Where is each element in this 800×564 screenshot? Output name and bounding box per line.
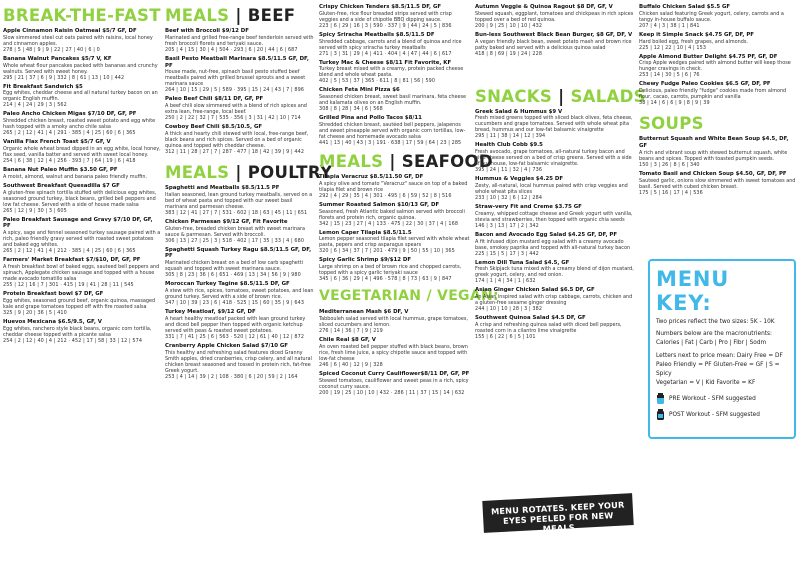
menu-item [165, 56, 315, 94]
menu-item-name: Bun-less Southwest Black Bean Burger, $8 GF, DF, V [475, 31, 633, 38]
menu-item-description: Fresh Skipjack tuna mixed with a creamy blend of dijon mustard, greek yogurt, celery, and red onion. [475, 266, 634, 279]
menu-item [3, 56, 161, 81]
menu-item-description: Zesty, all-natural, local hummus paired with crisp veggies and whole wheat pita slices [475, 182, 628, 195]
menu-item-macros: 395 | 24 | 11 | 32 | 4 | 736 [475, 167, 543, 174]
menu-item-description: An oven roasted bell pepper stuffed with black beans, brown rice, fresh lime juice, a spicy chipotle sauce and topped with low-fat cheese [319, 343, 468, 362]
menu-item [165, 28, 315, 53]
poultry-list [165, 185, 315, 380]
menu-item [3, 28, 161, 53]
menu-item [319, 230, 471, 255]
menu-item-description: A fresh breakfast bowl of baked eggs, sauteed bell peppers and spinach, Applegate chicken sausage and topped with a house made avocado tomatillo salsa [3, 263, 160, 282]
menu-item-macros: 225 | 15 | 5 | 17 | 3 | 442 [475, 250, 539, 257]
menu-item-macros: 250 | 2 | 22 | 32 | 7 | 535 · 356 | 3 | 31 | 42 | 10 | 714 [165, 115, 301, 122]
menu-item-description: Seasoned, fresh Atlantic baked salmon served with broccoli florets and protein rich, organic quinoa. [319, 208, 465, 221]
menu-item [3, 183, 161, 214]
menu-item-name: Asian Ginger Chicken Salad $6.5 DF, GF [475, 287, 595, 294]
menu-item-description: A rich and vibrant soup with stewed butternut squash, white beans and spices. Topped with toasted pumpkin seeds. [639, 149, 788, 162]
menu-item [3, 84, 161, 109]
menu-item-name: Health Club Cobb $9.5 [475, 142, 543, 149]
menu-item [639, 136, 797, 168]
menu-item-name: Apple Almond Butter Delight $4.75 PF, GF, DF [639, 53, 778, 60]
menu-item-description: Fresh avocado, grape tomatoes, all-natural turkey bacon and blue cheese served on a bed of crisp greens. Served with a side of our house, low-fat balsamic vinaigrette. [475, 149, 632, 168]
menu-item [319, 337, 471, 368]
menu-item-macros: 175 | 5 | 16 | 17 | 4 | 536 [639, 189, 703, 196]
menu-item-name: Banana Walnut Pancakes $5/7 V, KF [3, 55, 112, 62]
menu-item-macros: 146 | 3 | 13 | 17 | 2 | 342 [475, 222, 539, 229]
menu-item-name: Southwest Quinoa Salad $4.5 DF, GF [475, 315, 586, 322]
menu-item-description: Shredded chicken breast, roasted sweet potato and egg white hash topped with a smoky ancho chile salsa [3, 118, 156, 131]
menu-item-description: A moist, almond, walnut and banana paleo friendly muffin. [3, 173, 148, 180]
menu-item-name: Fit Breakfast Sandwich $5 [3, 83, 83, 90]
menu-item-macros: 200 | 9 | 25 | 10 | 10 | 432 [475, 22, 543, 29]
menu-item-macros: 255 | 12 | 16 | 7 | 301 · 415 | 19 | 41 | 28 | 11 | 545 [3, 281, 134, 288]
menu-item-description: A thick and hearty chili stewed with local, free-range beef, black beans and rich spices. Served on a bed of organic quinoa and topped with cheddar cheese. [165, 130, 309, 149]
menu-item [319, 115, 471, 146]
snacks-list [475, 109, 635, 340]
section-title-poultry: MEALS | POULTRY [165, 162, 333, 182]
menu-item-macros: 295 | 21 | 37 | 6 | 9 | 332 | 8 | 61 | 13 | 10 | 442 [3, 74, 125, 81]
menu-item-macros: 150 | 3 | 26 | 8 | 6 | 340 [639, 161, 700, 168]
menu-item-description: A vegan friendly black bean, sweet potato mash and brown rice patty baked and served with a delicious quinoa salad [475, 38, 632, 51]
menu-item [475, 204, 635, 229]
menu-item-name: Autumn Veggie & Quinoa Ragout $8 DF, GF, V [475, 4, 613, 10]
menu-item-macros: 320 | 6 | 34 | 37 | 7 | 201 · 479 | 9 | 50 | 55 | 10 | 365 [319, 248, 455, 255]
menu-item [475, 109, 635, 140]
menu-rotates-banner: MENU ROTATES. KEEP YOUR EYES PEELED FOR NEW MEALS [482, 493, 633, 533]
menu-item [475, 260, 635, 285]
menu-item-macros: 402 | 5 | 53 | 37 | 365 · 611 | 8 | 81 | 56 | 590 [319, 78, 436, 85]
menu-item-name: Bacon and Avocado Egg Salad $4.25 GF, DF, PF [475, 231, 617, 238]
menu-item-description: This healthy and refreshing salad features diced Granny Smith apples, dried cranberries, crisp celery, and all natural chicken breast seasoned and tossed in protein rich, fat-free Greek yogurt. [165, 349, 312, 374]
menu-item-name: Basil Pesto Meatball Marinara $8.5/11.5 GF, DF, PF [165, 55, 309, 69]
menu-item-macros: 325 | 9 | 20 | 36 | 5 | 410 [3, 309, 67, 316]
post-workout-icon [656, 409, 665, 420]
menu-item-description: Shredded cabbage, carrots and a blend of quinoa and rice served with spicy sriracha turkey meatballs [319, 38, 462, 51]
menu-item-name: Cowboy Beef Chili $8.5/10.5, GF [165, 124, 263, 131]
menu-item [3, 291, 161, 316]
menu-item-description: Marinated and grilled free-range beef tenderloin served with fresh broccoli florets and teriyaki sauce. [165, 34, 314, 47]
menu-item-macros: 254 | 2 | 12 | 40 | 4 | 212 · 452 | 17 | 58 | 33 | 12 | 574 [3, 337, 143, 344]
menu-item-description: Egg whites, seasoned ground beef, organic quinoa, massaged kale and grape tomatoes topped off with fire roasted salsa [3, 297, 156, 310]
menu-item-macros: 305 | 8 | 23 | 36 | 6 | 651 · 469 | 13 | 34 | 56 | 9 | 980 [165, 272, 301, 279]
menu-item-macros: 223 | 6 | 29 | 16 | 3 | 590 · 337 | 9 | 44 | 24 | 5 | 836 [319, 22, 452, 29]
menu-item-macros: 254 | 6 | 38 | 12 | 4 | 256 · 393 | 7 | 64 | 19 | 6 | 418 [3, 157, 136, 164]
menu-item-description: A beef chili slow simmered with a blend of rich spices and extra lean, free-range, local beef. [165, 103, 307, 116]
menu-item-name: Beef with Broccoli $9/12 DF [165, 28, 249, 34]
menu-item-macros: 200 | 19 | 25 | 10 | 10 | 432 · 286 | 11 | 37 | 15 | 14 | 632 [319, 389, 465, 396]
menu-item-name: Spaghetti Squash Turkey Ragu $8.5/11.5 GF, DF, PF [165, 246, 312, 260]
menu-item [319, 371, 471, 396]
menu-item-description: Turkey breast mixed with a creamy, protein packed cheese blend and whole wheat pasta. [319, 66, 464, 79]
menu-item-name: Crispy Chicken Tenders $8.5/11.5 DF, GF [319, 4, 442, 10]
pre-workout-legend: PRE Workout - SFM suggested [656, 393, 788, 404]
menu-item-macros: 233 | 10 | 32 | 6 | 12 | 284 [475, 194, 543, 201]
menu-item-name: Paleo Ancho Chicken Migas $7/10 DF, GF, PF [3, 111, 137, 118]
menu-item [3, 111, 161, 136]
menu-item-name: Turkey Mac & Cheese $8/11 Fit Favorite, KF [319, 59, 452, 66]
menu-item-description: Slow simmered steel cut oats paired with raisins, local honey and cinnamon apples. [3, 34, 153, 47]
vegetarian-list [319, 309, 471, 395]
menu-item-description: Sauteed garlic, onions slow simmered with sweet tomatoes and basil. Served with cubed chicken breast. [639, 177, 796, 190]
column-snacks-soups [639, 4, 797, 199]
menu-item-name: Spaghetti and Meatballs $8.5/11.5 PF [165, 184, 280, 191]
menu-item-macros: 265 | 12 | 9 | 30 | 3 | 605 [3, 207, 67, 214]
menu-item-name: Tilapia Veracruz $8.5/11.50 GF, DF [319, 173, 424, 180]
menu-item-description: A fit infused dijon mustard egg salad with a creamy avocado base, smokey paprika and topped with all-natural turkey bacon [475, 238, 631, 251]
menu-item-name: Vanilla Flax French Toast $5/7 GF, V [3, 139, 111, 146]
section-title-breakfast: BREAK-THE-FAST [3, 6, 161, 25]
menu-item-name: Summer Roasted Salmon $10/13 GF, DF [319, 201, 440, 208]
menu-item-macros: 345 | 6 | 36 | 29 | 4 | 496 · 578 | 8 | 73 | 63 | 9 | 847 [319, 276, 452, 283]
menu-item-macros: 347 | 10 | 39 | 23 | 6 | 418 · 525 | 15 | 60 | 35 | 9 | 643 [165, 299, 305, 306]
menu-item-description: Stewed tomatoes, cauliflower and sweet peas in a rich, spicy coconut curry sauce. [319, 377, 469, 390]
menu-item-name: Huevos Mexicana $6.5/9.5, GF, V [3, 318, 102, 325]
menu-item [319, 32, 471, 57]
menu-item-name: Tomato Basil and Chicken Soup $4.50, GF, DF, PF [639, 170, 787, 177]
menu-item-macros: 225 | 12 | 22 | 10 | 4 | 153 [639, 44, 707, 51]
menu-item [165, 96, 315, 121]
menu-item-macros: 265 | 2 | 12 | 41 | 4 | 212 · 385 | 4 | 25 | 60 | 6 | 365 [3, 248, 136, 255]
menu-item-description: House made, nut-free, spinach basil pesto stuffed beef meatballs paired with grilled brussel sprouts and a sweet marinara sauce [165, 69, 306, 88]
menu-item-macros: 312 | 11 | 28 | 27 | 7 | 287 · 477 | 18 | 42 | 39 | 9 | 442 [165, 148, 305, 155]
menu-item [639, 81, 797, 106]
menu-item [319, 60, 471, 85]
menu-item [475, 142, 635, 173]
menu-item [3, 167, 161, 180]
menu-item-description: Seasoned chicken breast, sweet basil marinara, feta cheese and kalamata olives on an English muffin. [319, 94, 467, 107]
menu-item-name: Spiced Coconut Curry Cauliflower$8/11 DF, GF, PF [319, 370, 470, 377]
pre-workout-icon [656, 393, 665, 404]
menu-item-macros: 38 | 14 | 6 | 6 | 9 | 8 | 9 | 39 [639, 100, 710, 107]
menu-item-description: Tabbouleh salad served with local hummus, grape tomatoes, sliced cucumbers and lemon. [319, 315, 469, 328]
menu-item [639, 54, 797, 79]
menu-item [165, 124, 315, 155]
menu-item-name: Moroccan Turkey Tagine $8.5/11.5 DF, GF [165, 281, 290, 288]
menu-item [319, 257, 471, 282]
menu-item [165, 343, 315, 380]
seafood-list [319, 174, 471, 282]
menu-item-macros: 292 | 4 | 29 | 35 | 4 | 301 · 495 | 6 | 59 | 52 | 8 | 516 [319, 192, 452, 199]
menu-item [475, 176, 635, 201]
breakfast-list [3, 28, 161, 344]
menu-item-macros: 155 | 6 | 22 | 6 | 5 | 101 [475, 333, 536, 340]
menu-item-name: Greek Salad & Hummus $9 V [475, 108, 563, 115]
menu-item-name: Buffalo Chicken Salad $5.5 GF [639, 4, 731, 10]
menu-item-name: Lemon Caper Tilapia $8.5/11.5 [319, 229, 412, 236]
menu-item-name: Paleo Breakfast Sausage and Gravy $7/10 DF, GF, PF [3, 216, 153, 230]
menu-item-macros: 383 | 12 | 41 | 27 | 7 | 531 · 602 | 18 | 63 | 45 | 11 | 651 [165, 209, 308, 216]
menu-item-macros: 246 | 6 | 40 | 12 | 9 | 328 [319, 361, 383, 368]
menu-item-name: Chewy Fudge Paleo Cookies $6.5 GF, DF, PF [639, 81, 771, 88]
menu-item-description: Large shrimp on a bed of brown rice and chopped carrots, topped with a spicy garlic teriyaki sauce [319, 264, 462, 277]
menu-item-macros: 441 | 13 | 40 | 43 | 3 | 191 · 638 | 17 | 59 | 64 | 23 | 285 [319, 139, 462, 146]
menu-item-macros: 278 | 5 | 48 | 9 | 9 | 22 | 27 | 40 | 6 | 0 [3, 46, 100, 53]
menu-item-macros: 174 | 1 | 4 | 34 | 1 | 632 [475, 278, 536, 285]
menu-key-letters: Letters next to price mean: Dairy Free = DF [656, 352, 783, 359]
menu-item-name: Southwest Breakfast Quesadilla $7 GF [3, 182, 120, 189]
menu-item-description: Hard boiled egg, fresh grapes, and almonds. [639, 38, 748, 45]
menu-item [319, 174, 471, 199]
menu-item-name: Straw-very Fit and Creme $3.75 GF [475, 203, 582, 210]
menu-item [475, 287, 635, 312]
menu-item-description: Egg whites, cheddar cheese and all natural turkey bacon on an organic English muffin. [3, 90, 158, 103]
menu-item-description: Creamy, whipped cottage cheese and Greek yogurt with vanilla, stevia and strawberries, then topped with organic chia seeds [475, 210, 633, 223]
beef-list [165, 28, 315, 155]
menu-item-name: Spicy Sriracha Meatballs $8.5/11.5 DF [319, 31, 435, 38]
menu-item-name: Hummus & Veggies $4.25 DF [475, 176, 564, 183]
menu-item-name: Chile Real $8 GF, V [319, 336, 376, 343]
menu-item [475, 315, 635, 340]
menu-item-description: A heart healthy meatloaf packed with lean ground turkey and diced bell pepper then topped with organic ketchup served with peas & roasted sweet potatoes. [165, 315, 306, 334]
menu-item-description: Italian seasoned, lean ground turkey meatballs, served on a bed of wheat pasta and topped with our sweet basil marinara and parmesan cheese. [165, 191, 313, 210]
menu-item-description: A gluten-free spinach tortilla stuffed with delicious egg whites, seasoned ground turkey, black beans, grilled bell peppers and low fat cheese. Served with a side of house made salsa [3, 189, 157, 208]
menu-item-macros: 264 | 10 | 15 | 29 | 5 | 589 · 395 | 15 | 24 | 43 | 7 | 896 [165, 87, 305, 94]
section-title-soups: SOUPS [639, 114, 704, 134]
menu-item-name: Chicken Parmesan $9/12 GF, Fit Favorite [165, 218, 288, 225]
menu-item-name: Banana Nut Paleo Muffin $3.50 GF, PF [3, 166, 118, 173]
section-title-vegetarian: VEGETARIAN / VEGAN: [319, 288, 499, 305]
menu-item-macros: 207 | 4 | 3 | 38 | 1 | 841 [639, 22, 700, 29]
menu-item-macros: 214 | 4 | 24 | 29 | 3 | 562 [3, 102, 67, 109]
menu-item [639, 4, 797, 29]
menu-item-name: Butternut Squash and White Bean Soup $4.5, DF, GF [639, 136, 789, 149]
menu-item-macros: 253 | 14 | 30 | 5 | 6 | 76 [639, 72, 700, 79]
menu-item-macros: 342 | 15 | 23 | 27 | 4 | 133 · 475 | 22 | 30 | 37 | 4 | 168 [319, 220, 459, 227]
menu-item [319, 4, 471, 29]
menu-item-macros: 271 | 3 | 31 | 29 | 4 | 411 · 404 | 4 | 47 | 44 | 6 | 617 [319, 50, 452, 57]
menu-item-description: Crisp Apple wedges paired with almond butter will keep those hunger cravings in check. [639, 60, 791, 73]
menu-item [3, 257, 161, 288]
menu-key-letters-2: Paleo Friendly = PF Gluten-Free = GF | S = Spicy [656, 361, 780, 378]
menu-item [165, 219, 315, 244]
column-chicken-seafood-veg [319, 4, 499, 399]
menu-item [475, 4, 635, 29]
vegetarian-continued-list [475, 4, 635, 57]
section-title-seafood: MEALS | SEAFOOD [319, 151, 493, 171]
section-title-snacks: SNACKS | SALADS [475, 86, 646, 106]
menu-item-description: Egg whites, ranchero style black beans, organic corn tortilla, cheddar cheese topped with a picante salsa [3, 325, 152, 338]
menu-key-sizes: Two prices reflect the two sizes: 5K - 10K [656, 319, 775, 325]
menu-item-description: Organic whole wheat bread dipped in an egg white, local honey, flax seed, vanilla batter and served with sweet local honey. [3, 145, 161, 158]
menu-item-name: Chicken Feta Mini Pizza $6 [319, 87, 400, 94]
column-veg-snacks [475, 4, 646, 343]
menu-key-title: MENU KEY: [656, 267, 730, 315]
menu-item-macros: 306 | 13 | 27 | 25 | 3 | 518 · 402 | 17 | 35 | 33 | 4 | 680 [165, 237, 305, 244]
menu-item [475, 32, 635, 57]
menu-item [319, 309, 471, 334]
menu-item-name: Lemon Dill Tuna Salad $4.5, GF [475, 259, 570, 266]
menu-item-macros: 205 | 4 | 15 | 30 | 4 | 504 · 293 | 6 | 20 | 44 | 6 | 687 [165, 46, 298, 53]
menu-item-macros: 253 | 4 | 14 | 39 | 2 | 108 · 380 | 6 | 20 | 59 | 2 | 164 [165, 373, 298, 380]
column-breakfast [3, 4, 161, 347]
menu-item-macros: 308 | 8 | 28 | 34 | 6 | 568 [319, 106, 383, 113]
menu-item [639, 32, 797, 51]
menu-item-description: An Asian inspired salad with crisp cabbage, carrots, chicken and a gluten-free sesame ginger dressing [475, 294, 633, 307]
section-title-beef: MEALS | BEEF [165, 6, 296, 25]
menu-item-macros: 276 | 14 | 36 | 7 | 9 | 219 [319, 327, 383, 334]
menu-item-name: Mediterranean Mash $6 DF, V [319, 309, 409, 316]
menu-item [3, 319, 161, 344]
menu-item [165, 247, 315, 279]
menu-item-name: Grilled Pina and Pollo Tacos $8/11 [319, 115, 422, 122]
menu-item-macros: 331 | 7 | 41 | 25 | 6 | 563 · 520 | 12 | 61 | 40 | 12 | 872 [165, 333, 305, 340]
menu-item [639, 171, 797, 196]
menu-item [165, 185, 315, 216]
menu-item-description: A spicy olive and tomato "Veracruz" sauce on top of a baked tilapia filet and brown rice [319, 180, 468, 193]
menu-item-description: Delicious, paleo friendly "fudge" cookies made from almond flour, cacao, carrots, pumpkin and vanilla [639, 88, 787, 101]
menu-item-name: Farmers' Market Breakfast $7/$10, DF, GF, PF [3, 257, 141, 264]
menu-item [3, 217, 161, 255]
menu-item [165, 281, 315, 306]
menu-item-name: Keep it Simple Snack $4.75 GF, DF, PF [639, 31, 754, 38]
menu-item-description: A spicy, sage and fennel seasoned turkey sausage paired with a rich, paleo friendly gravy served with roasted sweet potatoes and baked egg whites. [3, 230, 161, 249]
menu-item-macros: 244 | 10 | 10 | 28 | 3 | 382 [475, 306, 543, 313]
menu-item-name: Cranberry Apple Chicken Salad $7/10 GF [165, 342, 288, 349]
menu-item-name: Spicy Garlic Shrimp $9/$12 DF [319, 257, 411, 264]
menu-item [319, 202, 471, 227]
menu-item-name: Apple Cinnamon Raisin Oatmeal $5/7 GF, DF [3, 28, 137, 34]
menu-item [165, 309, 315, 340]
column-beef-poultry [165, 4, 333, 383]
menu-item-description: Lemon pepper seasoned tilapia filet served with whole wheat pasta, pepers and crisp asparagus spears [319, 236, 470, 249]
menu-item-description: Fresh mixed greens topped with sliced black olives, feta cheese, cucumbers and grape tomatoes. Served with whole wheat pita bread, hummus and our low-fat balsamic vinaigrette [475, 115, 633, 134]
snacks-continued-list [639, 4, 797, 106]
menu-item [3, 139, 161, 164]
menu-key [648, 259, 796, 439]
menu-key-letters-3: Vegetarian = V | Kid Favorite = KF [656, 380, 756, 387]
poultry-continued-list [319, 4, 471, 146]
menu-item-description: Gluten-free, rice flour breaded strips served with crisp veggies and a side of chipotle BBQ dipping sauce. [319, 10, 452, 23]
soups-list [639, 136, 797, 195]
menu-item [319, 87, 471, 112]
menu-item-description: Chicken salad featuring Greek yogurt, celery, carrots and a tangy in-house buffalo sauce. [639, 10, 784, 23]
menu-item-name: Turkey Meatloaf, $9/12 GF, DF [165, 308, 256, 315]
menu-item-description: Gluten-free, breaded chicken breast with sweet marinara sauce & parmesan. Served with broccoli. [165, 225, 305, 238]
menu-item-description: A stew with rice, spices, tomatoes, sweet potatoes, and lean ground turkey. Served with a side of brown rice. [165, 287, 314, 300]
menu-item-macros: 418 | 8 | 69 | 19 | 24 | 228 [475, 50, 543, 57]
menu-item-description: Shredded chicken breast, sautéed bell peppers, jalapenos and sweet pineapple served with organic corn tortillas, low-fat cheese and homemade avocado salsa [319, 121, 466, 140]
menu-key-macros: Calories | Fat | Carb | Pro | Fibr | Sodm [656, 340, 767, 347]
menu-item-description: Whole wheat flour pancakes packed with bananas and crunchy walnuts. Served with sweet honey. [3, 62, 158, 75]
menu-item-description: A crisp and refreshing quinoa salad with diced bell peppers, roasted corn in a cilantro lime vinaigrette [475, 321, 622, 334]
post-workout-legend: POST Workout - SFM suggested [656, 409, 788, 420]
menu-item-macros: 295 | 11 | 38 | 14 | 12 | 394 [475, 133, 546, 140]
menu-item-description: Marinated chicken breast on a bed of low carb spaghetti squash and topped with sweet marinara sauce. [165, 260, 304, 273]
menu-item-description: Stewed squash, eggplant, tomatoes and chickpeas in rich spices topped over a bed of red quinoa. [475, 10, 634, 23]
menu-item-name: Protein Breakfast bowl $7 DF, GF [3, 290, 104, 297]
menu-item [475, 232, 635, 257]
menu-key-macros-intro: Numbers below are the macronutrients: [656, 331, 772, 338]
menu-item-name: Paleo Beef Chili $8/11 DF, GF, PF [165, 96, 264, 103]
menu-item-macros: 265 | 2 | 12 | 41 | 4 | 291 · 385 | 4 | 25 | 60 | 6 | 365 [3, 130, 136, 137]
